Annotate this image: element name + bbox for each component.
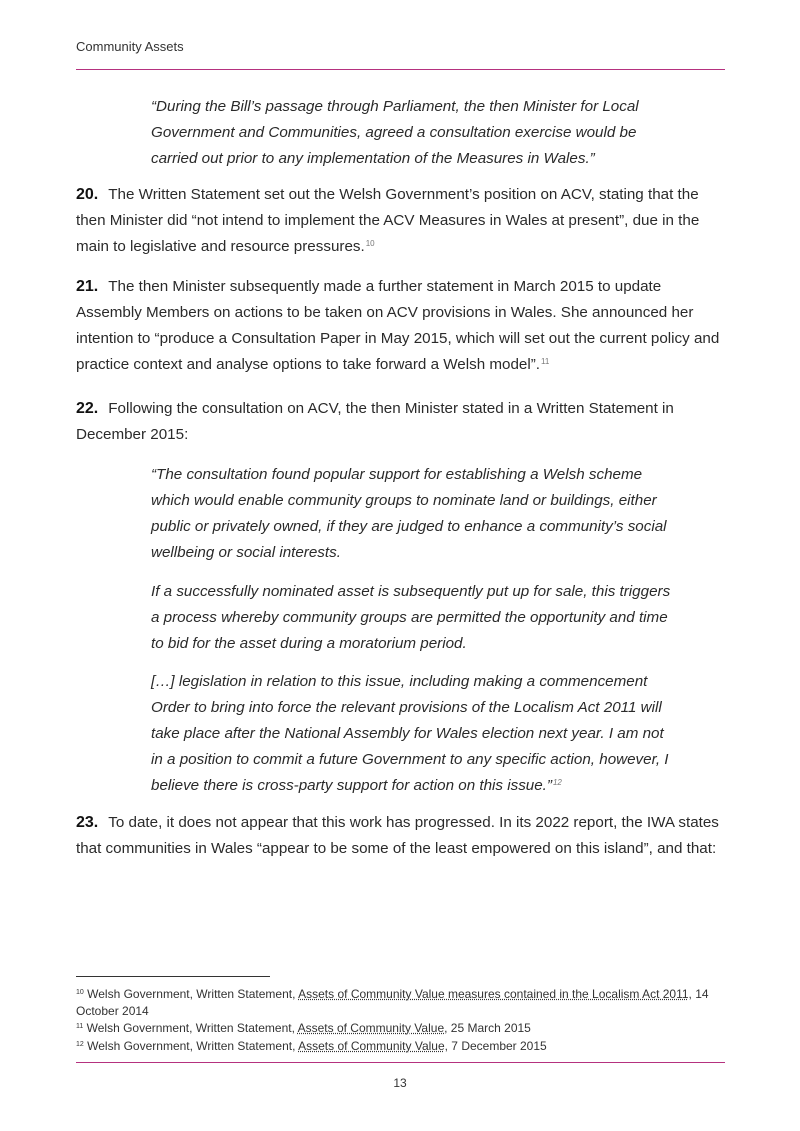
block-quote-1: “The consultation found popular support for establishing a Welsh scheme which would enable community groups to nominate land or buildings, either public or privately owned, if they are judged to enhance a community’s social wellbeing or social interests. [151, 466, 667, 561]
footnote-suffix: , 14 October 2014 [76, 987, 709, 1018]
footnote-12 [76, 1038, 736, 1055]
paragraph-text: Following the consultation on ACV, the then Minister stated in a Written Statement in December 2015: [76, 400, 674, 443]
paragraph-22 [76, 396, 728, 448]
footer-rule [76, 1062, 725, 1063]
paragraph-23 [76, 810, 728, 862]
footnote-link[interactable]: Assets of Community Value measures contained in the Localism Act 2011 [298, 987, 689, 1001]
paragraph-number: 23. [76, 814, 99, 831]
paragraph-21 [76, 274, 728, 378]
footnote-10 [76, 986, 736, 1020]
block-quote-text: […] legislation in relation to this issue, including making a commencement Order to bring into force the relevant provisions of the Localism Act 2011 will take place after the National Assembly for Wales election next year. I am not in a position to commit a future Government to any specific action, however, I believe there is cross-party support for action on this issue.” [151, 673, 669, 794]
paragraph-number: 21. [76, 278, 99, 295]
paragraph-20 [76, 182, 728, 260]
block-quote-2: If a successfully nominated asset is subsequently put up for sale, this triggers a process whereby community groups are permitted the opportunity and time to bid for the asset during a moratorium period. [151, 583, 671, 652]
footnote-link[interactable]: Assets of Community Value [297, 1021, 445, 1035]
footnote-suffix: , 25 March 2015 [444, 1021, 531, 1035]
footnote-number: 12 [76, 1041, 84, 1048]
footnote-ref[interactable]: 10 [365, 239, 375, 248]
paragraph-number: 22. [76, 400, 99, 417]
paragraph-text: To date, it does not appear that this work has progressed. In its 2022 report, the IWA states that communities in Wales “appear to be some of the least empowered on this island”, and that: [76, 814, 719, 857]
footnote-ref[interactable]: 12 [552, 778, 562, 787]
footnote-11 [76, 1020, 736, 1037]
running-header: Community Assets [76, 39, 184, 54]
header-rule [76, 69, 725, 70]
page-number: 13 [393, 1076, 407, 1090]
footnote-link[interactable]: Assets of Community Value [298, 1039, 445, 1053]
block-quote-3 [151, 669, 671, 799]
paragraph-text: The Written Statement set out the Welsh Government’s position on ACV, stating that the then Minister did “not intend to implement the ACV Measures in Wales at present”, due in the main to legislative and resource pressures. [76, 186, 700, 255]
footnote-suffix: , 7 December 2015 [444, 1039, 547, 1053]
footnote-prefix: Welsh Government, Written Statement, [87, 987, 299, 1001]
intro-quote: “During the Bill’s passage through Parliament, the then Minister for Local Government and Communities, agreed a consultation exercise would be carried out prior to any implementation of the Measures in Wales.” [151, 98, 639, 167]
paragraph-text: The then Minister subsequently made a further statement in March 2015 to update Assembly Members on actions to be taken on ACV provisions in Wales. She announced her intention to “produce a Consultation Paper in May 2015, which will set out the current policy and practice context and analyse options to take forward a Welsh model”. [76, 278, 720, 373]
paragraph-number: 20. [76, 186, 99, 203]
footnote-prefix: Welsh Government, Written Statement, [86, 1021, 298, 1035]
footnote-number: 10 [76, 989, 84, 996]
footnote-separator [76, 976, 270, 977]
footnote-number: 11 [76, 1023, 84, 1030]
footnote-ref[interactable]: 11 [541, 357, 550, 366]
footnote-prefix: Welsh Government, Written Statement, [87, 1039, 299, 1053]
